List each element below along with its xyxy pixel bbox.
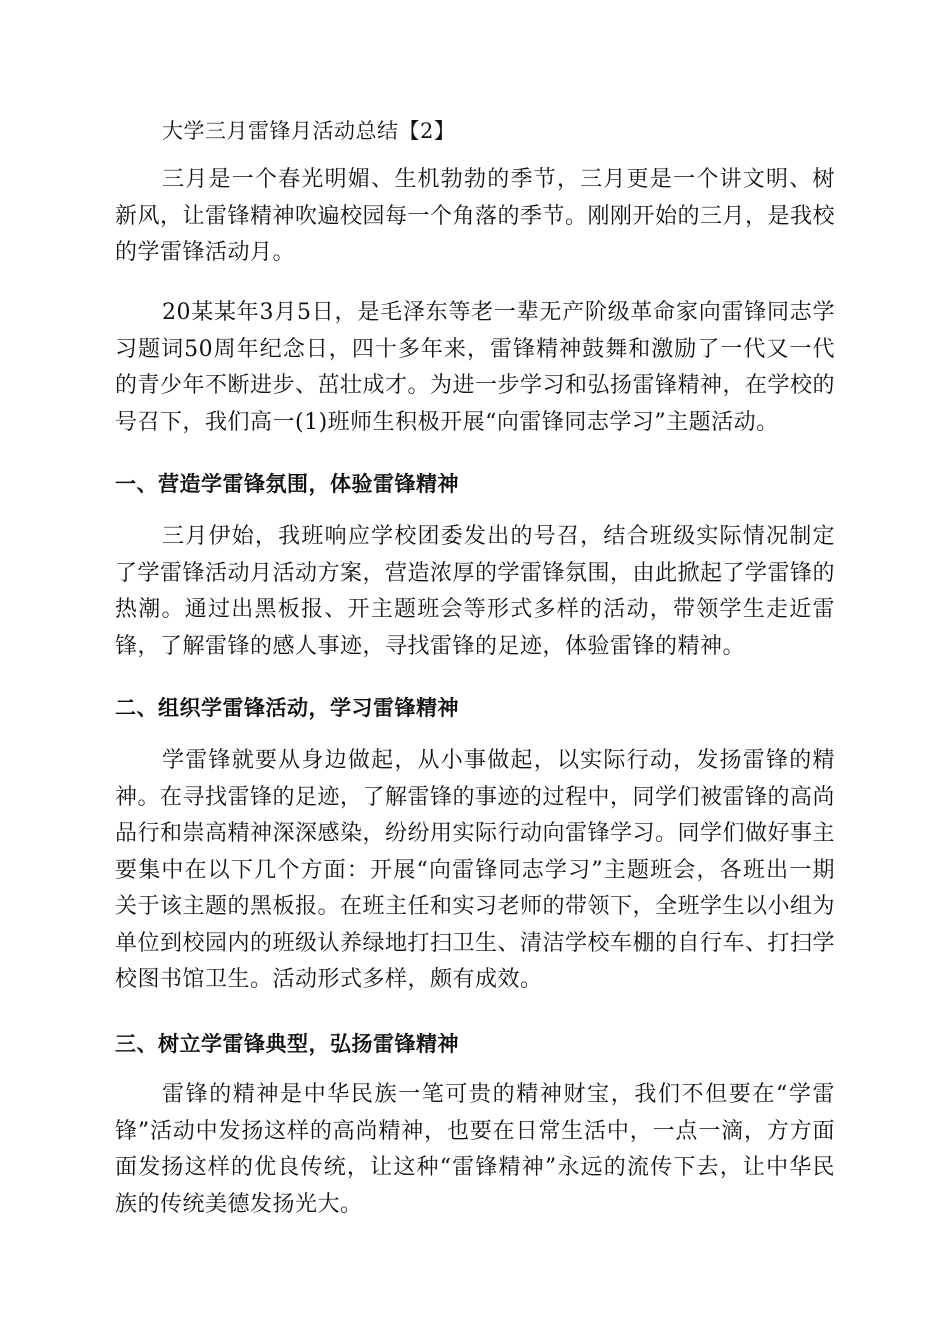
section-3-heading: 三、树立学雷锋典型，弘扬雷锋精神	[115, 1031, 459, 1056]
section-1-heading: 一、营造学雷锋氛围，体验雷锋精神	[115, 471, 459, 496]
section-3-body: 雷锋的精神是中华民族一笔可贵的精神财宝，我们不但要在“学雷锋”活动中发扬这样的高尚精神，也要在日常生活中，一点一滴，方方面面发扬这样的优良传统，让这种“雷锋精神”永远的流传下去，让中华民族的传统美德发扬光大。	[115, 1082, 835, 1217]
section-1-body: 三月伊始，我班响应学校团委发出的号召，结合班级实际情况制定了学雷锋活动月活动方案，营造浓厚的学雷锋氛围，由此掀起了学雷锋的热潮。通过出黑板报、开主题班会等形式多样的活动，带领学生走近雷锋，了解雷锋的感人事迹，寻找雷锋的足迹，体验雷锋的精神。	[115, 524, 836, 659]
intro-paragraph: 三月是一个春光明媚、生机勃勃的季节，三月更是一个讲文明、树新风，让雷锋精神吹遍校园每一个角落的季节。刚刚开始的三月，是我校的学雷锋活动月。	[115, 167, 836, 265]
background-paragraph: 20某某年3月5日，是毛泽东等老一辈无产阶级革命家向雷锋同志学习题词50周年纪念日，四十多年来，雷锋精神鼓舞和激励了一代又一代的青少年不断进步、茁壮成才。为进一步学习和弘扬雷锋精神，在学校的号召下，我们高一(1)班师生积极开展“向雷锋同志学习”主题活动。	[115, 300, 836, 435]
section-2-heading: 二、组织学雷锋活动，学习雷锋精神	[115, 695, 459, 720]
document-title: 大学三月雷锋月活动总结【2】	[162, 119, 456, 143]
section-2-body: 学雷锋就要从身边做起，从小事做起，以实际行动，发扬雷锋的精神。在寻找雷锋的足迹，了解雷锋的事迹的过程中，同学们被雷锋的高尚品行和崇高精神深深感染，纷纷用实际行动向雷锋学习。同学们做好事主要集中在以下几个方面：开展“向雷锋同志学习”主题班会，各班出一期关于该主题的黑板报。在班主任和实习老师的带领下，全班学生以小组为单位到校园内的班级认养绿地打扫卫生、清洁学校车棚的自行车、打扫学校图书馆卫生。活动形式多样，颇有成效。	[115, 748, 836, 992]
